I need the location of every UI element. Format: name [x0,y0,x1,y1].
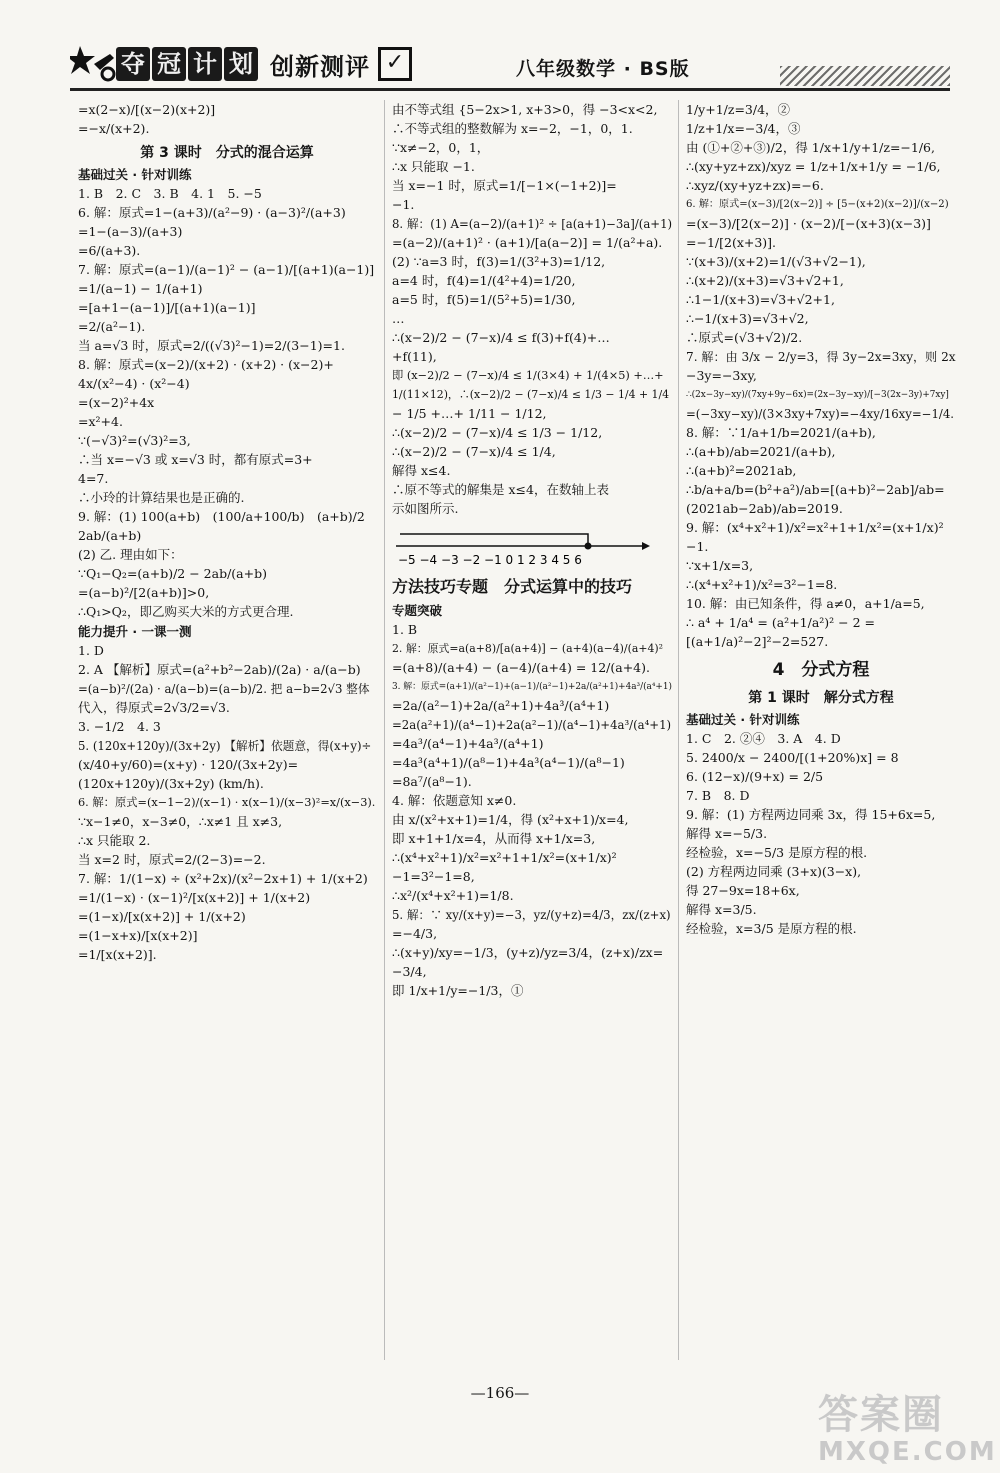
answer-line: −1. [686,539,709,554]
section-heading: 基础过关 · 针对训练 [78,167,192,182]
answer-line: 8. 解：(1) A=(a−2)/(a+1)² ÷ [a(a+1)−3a]/(a+1) [392,217,673,231]
lesson-title: 第 1 课时 解分式方程 [748,690,894,706]
answer-line: ∴(x⁴+x²+1)/x²=x²+1+1/x²=(x+1/x)² [392,850,617,865]
answer-line: +f(11), [392,349,437,364]
answer-line: =(x−2)²+4x [78,395,155,410]
answer-line: (2) 乙. 理由如下： [78,547,183,562]
answer-line: 3. 解：原式=(a+1)/(a²−1)+(a−1)/(a²−1)+2a/(a²+1)+4a³/(a⁴+1) [392,682,672,692]
answer-line: 6. 解：原式=(x−1−2)/(x−1) · x(x−1)/(x−3)²=x/(x−3). [78,796,376,809]
answer-line: =4a³(a⁴+1)/(a⁸−1)+4a³(a⁴−1)/(a⁸−1) [392,755,625,770]
answer-line: … [392,311,405,326]
answer-line: 7. B 8. D [686,788,750,803]
logo-char: 夺 [116,47,150,81]
answer-line: 4. 解：依题意知 x≠0. [392,793,517,808]
answer-line: ∴xyz/(xy+yz+zx)=−6. [686,178,824,193]
answer-line: 9. 解：(x⁴+x²+1)/x²=x²+1+1/x²=(x+1/x)² [686,520,944,535]
section-heading: 专题突破 [392,603,443,618]
answer-line: 得 27−9x=18+6x, [686,883,800,898]
answer-line: −1. [392,197,415,212]
solution-ray [400,534,588,546]
site-watermark [818,1392,997,1468]
watermark-url: MXQE.COM [818,1437,997,1467]
answer-line: a=4 时，f(4)=1/(4²+4)=1/20, [392,273,576,288]
answer-line: 7. 解：由 3/x − 2/y=3，得 3y−2x=3xy，则 2x [686,350,956,364]
solid-endpoint [585,543,592,550]
answer-line: 即 x+1+1/x=4，从而得 x+1/x=3, [392,831,596,846]
topic-title: 方法技巧专题 分式运算中的技巧 [392,577,633,596]
column-divider [678,100,679,1360]
watermark-text: 答案圈 [818,1392,944,1438]
answer-line: −1=3²−1=8, [392,869,475,884]
logo-char: 冠 [152,47,186,81]
answer-line: 示如图所示. [392,501,459,516]
answer-line: 1. B [392,622,418,637]
answer-line: 解得 x=3/5. [686,902,757,917]
answer-line: 由 x/(x²+x+1)=1/4，得 (x²+x+1)/x=4, [392,812,629,827]
answer-line: 9. 解：(1) 100(a+b) (100/a+100/b) (a+b)/2 [78,509,365,524]
answer-line: 解得 x=−5/3. [686,826,768,841]
section-heading: 能力提升 · 一课一测 [78,624,192,639]
answer-line: =1−(a−3)/(a+3) [78,224,183,239]
answer-line: 经检验，x=−5/3 是原方程的根. [686,845,868,860]
answer-line: ∴原不等式的解集是 x≤4，在数轴上表 [392,482,609,497]
answer-line: 当 a=√3 时，原式=2/((√3)²−1)=2/(3−1)=1. [78,338,345,353]
answer-line: ∵x≠−2，0，1， [392,140,490,155]
answer-line: 7. 解：1/(1−x) ÷ (x²+2x)/(x²−2x+1) + 1/(x+2) [78,871,368,886]
answer-line: 经检验，x=3/5 是原方程的根. [686,921,857,936]
answer-line: −3y=−3xy, [686,368,757,383]
answer-line: 2. 解：原式=a(a+8)/[a(a+4)] − (a+4)(a−4)/(a+4)² [392,642,664,655]
answer-line: 4x/(x²−4) · (x²−4) [78,376,190,391]
answer-line: ∴Q₁>Q₂，即乙购买大米的方式更合理. [78,604,294,619]
answer-line: (2) 方程两边同乘 (3+x)(3−x), [686,864,862,879]
answer-line: 2ab/(a+b) [78,528,142,543]
answer-line: ∴(x−2)/2 − (7−x)/4 ≤ f(3)+f(4)+… [392,330,610,345]
answer-line: ∴原式=(√3+√2)/2. [686,330,803,345]
answer-line: ∵x−1≠0，x−3≠0，∴x≠1 且 x≠3, [78,814,283,829]
arrow-right-icon [642,542,650,550]
answer-line: 10. 解：由已知条件，得 a≠0，a+1/a=5, [686,596,925,611]
answer-line: ∴(a+b)/ab=2021/(a+b), [686,444,836,459]
answer-line: 即 1/x+1/y=−1/3，① [392,983,524,998]
answer-line: 5. 2400/x − 2400/[(1+20%)x] = 8 [686,750,899,765]
answer-column-2 [392,100,672,1363]
answer-line: 6. (12−x)/(9+x) = 2/5 [686,769,824,784]
answer-line: ∴b/a+a/b=(b²+a²)/ab=[(a+b)²−2ab]/ab= [686,482,945,497]
answer-line: − 1/5 +…+ 1/11 − 1/12, [392,406,547,421]
answer-line: (120x+120y)/(3x+2y) (km/h). [78,776,264,791]
logo-characters [116,47,260,81]
answer-line: =(a+8)/(a+4) − (a−4)/(a+4) = 12/(a+4). [392,660,650,675]
answer-line: 4=7. [78,471,109,486]
number-line-labels: −5 −4 −3 −2 −1 0 1 2 3 4 5 6 [398,553,582,567]
answer-line: ∴(x+2)/(x+3)=√3+√2+1, [686,273,844,288]
answer-line: =8a⁷/(a⁸−1). [392,774,472,789]
answer-line: =x(2−x)/[(x−2)(x+2)] [78,102,216,117]
answer-line: =−x/(x+2). [78,121,150,136]
answer-line: =−4/3, [392,926,438,941]
answer-line: 5. 解：∵ xy/(x+y)=−3，yz/(y+z)=4/3，zx/(z+x) [392,908,671,922]
answer-line: =2a(a²+1)/(a⁴−1)+2a(a²−1)/(a⁴−1)+4a³/(a⁴+1) [392,718,672,732]
answer-line: ∴当 x=−√3 或 x=√3 时，都有原式=3+ [78,452,313,467]
answer-line: 2. A 【解析】原式=(a²+b²−2ab)/(2a) · a/(a−b) [78,662,361,677]
decorative-stripes [780,66,950,86]
logo-char: 计 [188,47,222,81]
answer-line: =1/(1−x) · (x−1)²/[x(x+2)] + 1/(x+2) [78,890,311,905]
answer-line: 1. D [78,643,104,658]
answer-line: =(a−b)²/(2a) · a/(a−b)=(a−b)/2. 把 a−b=2√3 整体 [78,682,370,696]
answer-line: ∴(a+b)²=2021ab, [686,463,797,478]
answer-line: =6/(a+3). [78,243,141,258]
answer-line: 1/z+1/x=−3/4，③ [686,121,801,136]
answer-line: 1. C 2. ②④ 3. A 4. D [686,731,841,746]
column-divider [384,100,385,1360]
answer-line: 6. 解：原式=1−(a+3)/(a²−9) · (a−3)²/(a+3) [78,205,346,220]
answer-line: ∵(x+3)/(x+2)=1/(√3+√2−1), [686,254,866,269]
answer-line: =[a+1−(a−1)]/[(a+1)(a−1)] [78,300,256,315]
answer-line: −3/4, [392,964,427,979]
answer-line: =(1−x)/[x(x+2)] + 1/(x+2) [78,909,246,924]
answer-column-1 [78,100,376,1363]
answer-line: 即 (x−2)/2 − (7−x)/4 ≤ 1/(3×4) + 1/(4×5) +…+ [392,369,664,382]
answer-line: ∴(x+y)/xy=−1/3，(y+z)/yz=3/4，(z+x)/zx= [392,945,664,960]
logo-char: 划 [224,47,258,81]
brand-logo [70,44,412,84]
answer-line: =1/[x(x+2)]. [78,947,157,962]
answer-line: =2a/(a²−1)+2a/(a²+1)+4a³/(a⁴+1) [392,698,610,713]
answer-line: 7. 解：原式=(a−1)/(a−1)² − (a−1)/[(a+1)(a−1)] [78,262,375,277]
answer-line: ∴(xy+yz+zx)/xyz = 1/z+1/x+1/y = −1/6, [686,159,941,174]
answer-line: ∴ a⁴ + 1/a⁴ = (a²+1/a²)² − 2 = [686,615,876,630]
page-number: —166— [470,1384,530,1402]
answer-line: =(a−2)/(a+1)² · (a+1)/[a(a−2)] = 1/(a²+a). [392,235,663,250]
answer-line: ∴不等式组的整数解为 x=−2，−1，0，1. [392,121,633,136]
answer-line: ∵x+1/x=3, [686,558,754,573]
answer-line: 5. (120x+120y)/(3x+2y) 【解析】依题意，得(x+y)÷ [78,739,372,753]
number-line-figure [392,524,672,568]
answer-line: ∴(x−2)/2 − (7−x)/4 ≤ 1/3 − 1/12, [392,425,603,440]
number-line-svg [392,524,652,568]
chapter-title: 4 分式方程 [772,660,870,680]
answer-line: =4a³/(a⁴−1)+4a³/(a⁴+1) [392,736,544,751]
answer-line: 1/y+1/z=3/4，② [686,102,791,117]
answer-line: 8. 解：原式=(x−2)/(x+2) · (x+2) · (x−2)+ [78,357,334,372]
answer-line: ∴小玲的计算结果也是正确的. [78,490,245,505]
answer-line: =1/(a−1) − 1/(a+1) [78,281,203,296]
answer-line: ∴x²/(x⁴+x²+1)=1/8. [392,888,514,903]
answer-line: 当 x=2 时，原式=2/(2−3)=−2. [78,852,266,867]
answer-line: [(a+1/a)²−2]²−2=527. [686,634,829,649]
answer-line: 1. B 2. C 3. B 4. 1 5. −5 [78,186,262,201]
answer-line: 由不等式组 {5−2x>1, x+3>0，得 −3<x<2, [392,102,658,117]
answer-line: 8. 解：∵1/a+1/b=2021/(a+b), [686,425,876,440]
answer-line: 3. −1/2 4. 3 [78,719,161,734]
answer-line: =−1/[2(x+3)]. [686,235,777,250]
answer-line: 9. 解：(1) 方程两边同乘 3x，得 15+6x=5, [686,807,936,822]
answer-line: (x/40+y/60)=(x+y) · 120/(3x+2y)= [78,757,299,772]
answer-line: ∴x 只能取 −1. [392,159,475,174]
answer-line: 当 x=−1 时，原式=1/[−1×(−1+2)]= [392,178,617,193]
checkmark-icon: ✓ [378,47,412,81]
header-rule [70,88,950,91]
answer-line: (2021ab−2ab)/ab=2019. [686,501,843,516]
answer-line: a=5 时，f(5)=1/(5²+5)=1/30, [392,292,576,307]
answer-line: =(−3xy−xy)/(3×3xy+7xy)=−4xy/16xy=−1/4. [686,407,954,421]
answer-line: 解得 x≤4. [392,463,451,478]
answer-line: ∴−1/(x+3)=√3+√2, [686,311,809,326]
answer-column-3 [686,100,956,1363]
answer-line: =2/(a²−1). [78,319,146,334]
answer-line: ∴(x−2)/2 − (7−x)/4 ≤ 1/4, [392,444,556,459]
answer-line: ∵Q₁−Q₂=(a+b)/2 − 2ab/(a+b) [78,566,267,581]
answer-line: 1/(11×12)，∴(x−2)/2 − (7−x)/4 ≤ 1/3 − 1/4 + 1/4 [392,388,670,401]
page-header [0,0,1000,96]
answer-line: =(a−b)²/[2(a+b)]>0, [78,585,210,600]
answer-line: ∴(x⁴+x²+1)/x²=3²−1=8. [686,577,838,592]
answer-line: 6. 解：原式=(x−3)/[2(x−2)] ÷ [5−(x+2)(x−2)]/(x−2) [686,199,949,210]
answer-line: ∴1−1/(x+3)=√3+√2+1, [686,292,835,307]
logo-subtitle: 创新测评 [270,52,370,81]
answer-line: ∴x 只能取 2. [78,833,151,848]
lesson-title: 第 3 课时 分式的混合运算 [140,145,314,161]
answer-line: 由 (①+②+③)/2，得 1/x+1/y+1/z=−1/6, [686,140,935,155]
answer-line: =(x−3)/[2(x−2)] · (x−2)/[−(x+3)(x−3)] [686,216,931,231]
answer-line: ∵(−√3)²=(√3)²=3, [78,433,191,448]
answer-line: ∴(2x−3y−xy)/(7xy+9y−6x)=(2x−3y−xy)/[−3(2x−3y)+7xy] [686,390,949,400]
answer-line: =(1−x+x)/[x(x+2)] [78,928,198,943]
answer-line: 代入，得原式=2√3/2=√3. [78,700,230,715]
answer-line: =x²+4. [78,414,123,429]
book-title: 八年级数学 · BS版 [516,58,690,80]
answer-line: (2) ∵a=3 时，f(3)=1/(3²+3)=1/12, [392,254,606,269]
section-heading: 基础过关 · 针对训练 [686,712,800,727]
trophy-runner-icon [70,44,116,84]
